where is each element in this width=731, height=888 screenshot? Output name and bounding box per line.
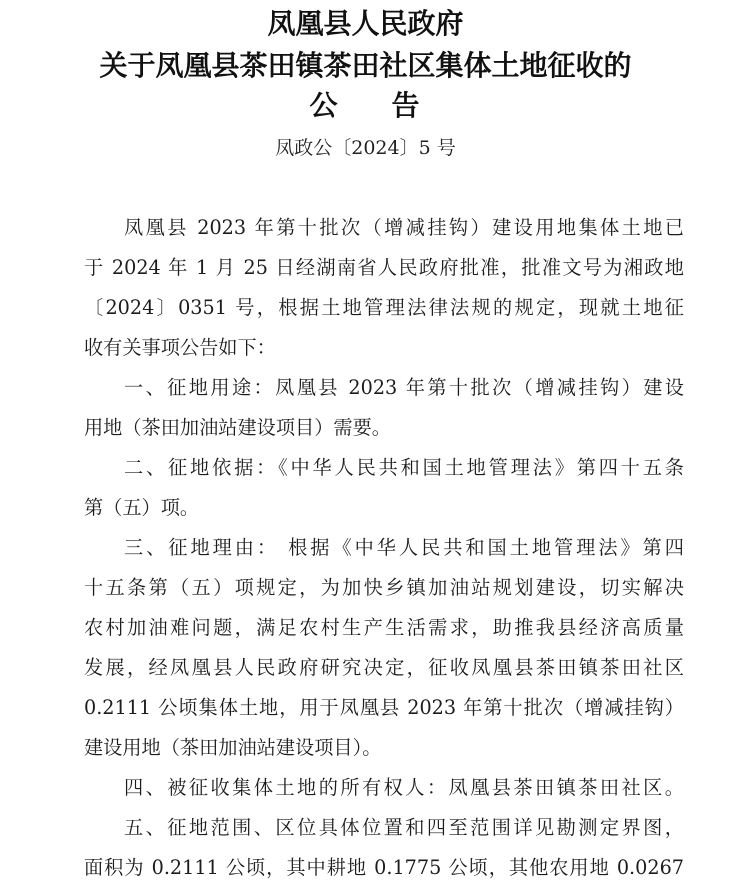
body-line: 凤凰县 2023 年第十批次（增减挂钩）建设用地集体土地已 xyxy=(124,216,684,239)
section-1-line: 用地（茶田加油站建设项目）需要。 xyxy=(84,416,391,439)
section-3-line: 发展，经凤凰县人民政府研究决定，征收凤凰县茶田镇茶田社区 xyxy=(84,656,684,679)
announcement-body xyxy=(84,208,684,888)
body-line: 〔2024〕0351 号，根据土地管理法律法规的规定，现就土地征 xyxy=(84,296,684,319)
body-line: 于 2024 年 1 月 25 日经湖南省人民政府批准，批准文号为湘政地 xyxy=(84,256,684,279)
announcement-title xyxy=(0,86,731,126)
document-number: 凤政公〔2024〕5 号 xyxy=(275,137,456,159)
body-line: 收有关事项公告如下： xyxy=(84,336,276,359)
section-3-line: 农村加油难问题，满足农村生产生活需求，助推我县经济高质量 xyxy=(84,616,684,639)
section-4-line: 四、被征收集体土地的所有权人：凤凰县茶田镇茶田社区。 xyxy=(124,776,684,799)
section-3-line: 三、征地理由： 根据《中华人民共和国土地管理法》第四 xyxy=(124,536,684,559)
section-3-line: 建设用地（茶田加油站建设项目）。 xyxy=(84,736,382,759)
announcement-title-char-1: 公 xyxy=(309,89,340,122)
announcement-title-char-2: 告 xyxy=(391,89,422,122)
subject-title: 关于凤凰县茶田镇茶田社区集体土地征收的 xyxy=(99,49,632,82)
section-5-line: 面积为 0.2111 公顷，其中耕地 0.1775 公顷，其他农用地 0.0267 xyxy=(84,856,684,879)
section-3-line: 十五条第（五）项规定，为加快乡镇加油站规划建设，切实解决 xyxy=(84,576,684,599)
section-1-line: 一、征地用途：凤凰县 2023 年第十批次（增减挂钩）建设 xyxy=(124,376,684,399)
section-5-line: 五、征地范围、区位具体位置和四至范围详见勘测定界图， xyxy=(124,816,684,839)
section-2-line: 二、征地依据：《中华人民共和国土地管理法》第四十五条 xyxy=(124,456,684,479)
section-2-line: 第（五）项。 xyxy=(84,496,200,519)
issuer-title: 凤凰县人民政府 xyxy=(267,7,464,40)
section-3-line: 0.2111 公顷集体土地，用于凤凰县 2023 年第十批次（增减挂钩） xyxy=(84,696,684,719)
